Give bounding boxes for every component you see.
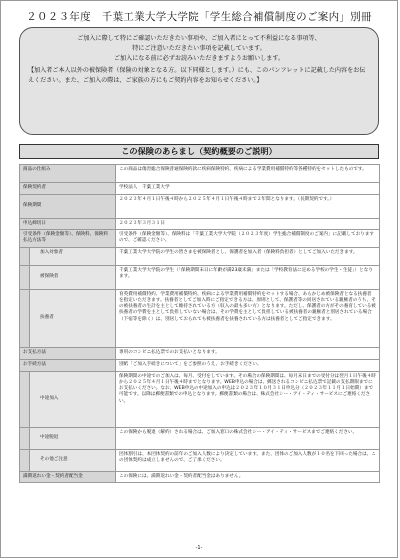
section-banner: この保険のあらまし（契約概要のご説明）	[19, 144, 379, 159]
contract-summary-table	[19, 164, 380, 483]
table-row	[20, 165, 380, 183]
notice-line-2: 特にご注意いただきたい事項を記載しています。	[132, 45, 266, 52]
notice-line-3: ご加入になる前に必ずお読みいただきますようお願いします。	[113, 55, 285, 62]
row-value: この保険には、満期返れい金・契約者配当金はありません。	[116, 472, 380, 483]
row-value: ２０２３年３月３１日	[116, 219, 380, 230]
row-indent	[20, 290, 30, 348]
document-title: ２０２３年度 千葉工業大学大学院「学生総合補償制度のご案内」別冊	[26, 11, 372, 23]
row-value: 引受条件（保険金額等）、保険料は「千葉工業大学大学院（２０２３年度）学生総合補償制度のご案内」に記載しておりますので、ご確認ください。	[116, 230, 380, 248]
table-row	[20, 372, 380, 428]
notice-line-1: ご加入に際して特にご確認いただきたい事項や、ご加入者にとって不利益になる事項等、	[77, 35, 321, 42]
row-indent	[20, 450, 30, 472]
row-label: 引受条件（保険金額等）、保険料、保険料払込方法等	[20, 230, 116, 248]
row-label: 商品の仕組み	[20, 165, 116, 183]
table-row	[20, 450, 380, 472]
row-label: その他ご注意	[30, 450, 116, 472]
important-notice-box	[19, 27, 379, 135]
row-label: 申込締切日	[20, 219, 116, 230]
row-indent	[20, 248, 30, 266]
table-row	[20, 290, 380, 348]
table-row	[20, 195, 380, 219]
row-indent	[20, 266, 30, 290]
row-label: 保険契約者	[20, 183, 116, 195]
table-row	[20, 248, 380, 266]
table-row	[20, 183, 380, 195]
page-number: -1-	[195, 545, 203, 551]
notice-line-4: 【加入者ご本人以外の被保険者（保険の対象となる方。以下同様とします。）にも、このパンフレットに記載した内容をお伝えください。また、ご加入の際は、ご家族の方にもご契約内容をお知らせください。】	[28, 67, 366, 84]
row-value: 専用のコンビニ払込票でのお支払いとなります。	[116, 348, 380, 360]
row-label: 中途脱退	[30, 428, 116, 450]
row-indent	[20, 372, 30, 428]
table-row	[20, 230, 380, 248]
row-value: この保険から脱退（解約）される場合は、ご加入窓口の株式会社シー・アイ・ティ・サービスまでご連絡ください。	[116, 428, 380, 450]
row-label: お支払方法	[20, 348, 116, 360]
row-label: 中途加入	[30, 372, 116, 428]
row-value: 千葉工業大学大学院の学生の皆さまを被保険者とし、保護者を加入者（保険料負担者）としてご加入いただきます。	[116, 248, 380, 266]
row-value: 学校法人 千葉工業大学	[116, 183, 380, 195]
row-label: 保険期間	[20, 195, 116, 219]
table-row	[20, 428, 380, 450]
table-row	[20, 348, 380, 360]
row-indent	[20, 428, 30, 450]
table-row	[20, 360, 380, 372]
row-label: 満期返れい金・契約者配当金	[20, 472, 116, 483]
row-label: 被保険者	[30, 266, 116, 290]
row-label: お手続方法	[20, 360, 116, 372]
row-value: ２０２３年４月１日午後４時から２０２５年４月１日午後４時まで２年間となります。（長期契約です。）	[116, 195, 380, 219]
table-row	[20, 472, 380, 483]
table-row	[20, 266, 380, 290]
row-value: 千葉工業大学大学院の学生（「保険期間末日に年齢が満23歳未満」または「学校教育法に定める学校の学生・生徒」）となります。	[116, 266, 380, 290]
table-row	[20, 219, 380, 230]
row-value: 保険期間の中途でのご加入は、毎月、受付をしています。その場合の保険期間は、毎月末日までの受付分は翌月１日午後４時から２０２５年４月１日午後４時までとなります。WEB申込の場合は、郵送されるコンビニ払込票で記載の支払期限までにお支払いください。なお、WEB申込の中途加入の申込は２０２３年１０月３１日申込分（２０２３年１１月１日始期）まで可能です。以降は郵便書類での申込となります。郵便書類の場合は、株式会社シー・アイ・ティ・サービスにご連絡ください。	[116, 372, 380, 428]
row-label: 扶養者	[30, 290, 116, 348]
row-value: 別紙「ご加入手続きについて」をご参照のうえ、お手続きください。	[116, 360, 380, 372]
row-value: 育英費用補償特約、学業費用補償特約、疾病による学業費用補償特約をセットする場合、あらかじめ被保険者となる扶養者を指定いただきます。扶養者としてご加入時にご指定できる方は、原則として、保護者等の同居されている親権者のうち、その被扶養者の生計を主として維持されている方（収入の最も多い方）となります。ただし、保護者の方がその養育している被扶養者の学費を主として負担していない場合は、その学費を主として負担している被扶養者の親権者と別居されている場合（下宿等を除く）は、別居しておられても被扶養者を扶養されている方は扶養者としてご指定できます。	[116, 290, 380, 348]
row-value: 団体割引は、本団体契約の前年のご加入人数により決定しています。また、団体のご加入人数が１０名を下回った場合は、この団体契約は成立しませんので、ご了承ください。	[116, 450, 380, 472]
row-value: この商品は傷害総合保険普通保険約款に疾病保険特約、疾病による学業費用補償特約等各種特約をセットしたものです。	[116, 165, 380, 183]
row-label: 加入対象者	[30, 248, 116, 266]
